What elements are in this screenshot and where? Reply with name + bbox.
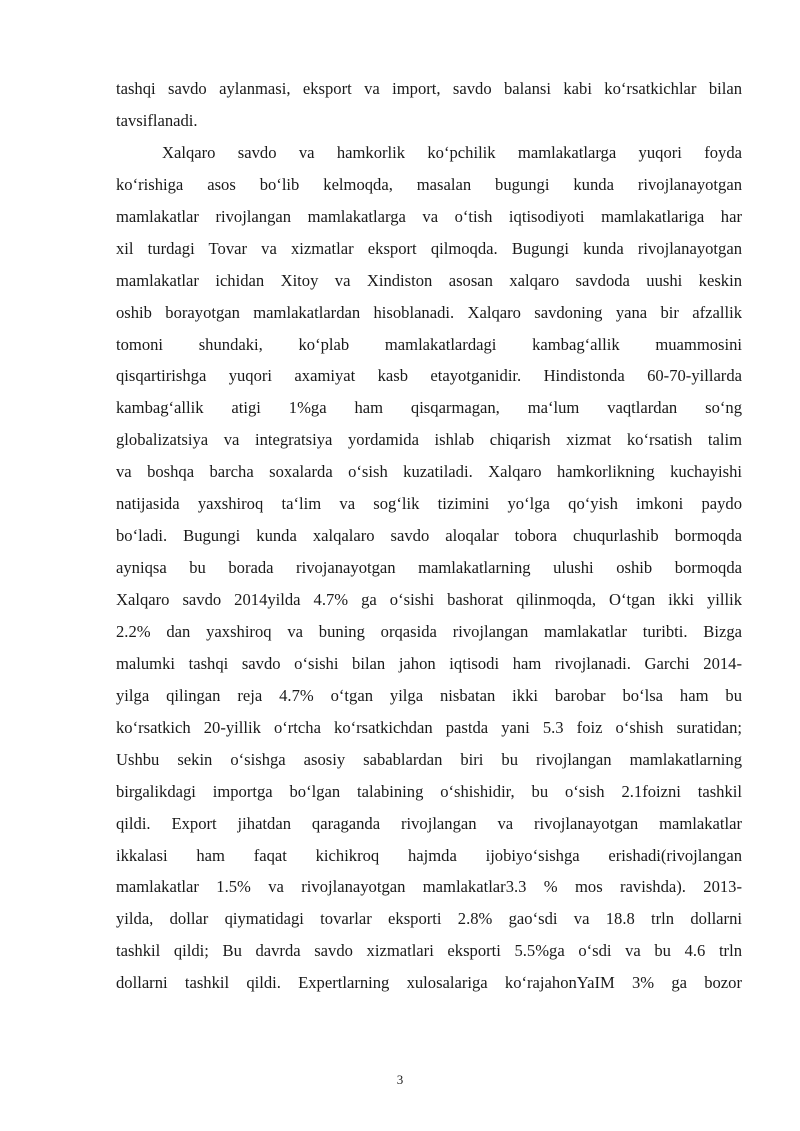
page-number: 3 <box>396 1072 404 1087</box>
text-line: ko‘rishiga asos bo‘lib kelmoqda, masalan bugungi kunda rivojlanayotgan <box>116 174 742 194</box>
text-line: bo‘ladi. Bugungi kunda xalqalaro savdo aloqalar tobora chuqurlashib bormoqda <box>116 526 742 546</box>
text-line: birgalikdagi importga bo‘lgan talabining o‘shishidir, bu o‘sish 2.1foizni tashkil <box>116 781 742 801</box>
text-line: natijasida yaxshiroq ta‘lim va sog‘lik tizimini yo‘lga qo‘yish imkoni paydo <box>116 494 742 514</box>
text-line: yilda, dollar qiymatidagi tovarlar eksporti 2.8% gao‘sdi va 18.8 trln dollarni <box>116 909 742 929</box>
text-line: tomoni shundaki, ko‘plab mamlakatlardagi kambag‘allik muammosini <box>116 334 742 354</box>
text-line: qildi. Export jihatdan qaraganda rivojlangan va rivojlanayotgan mamlakatlar <box>116 813 742 833</box>
text-line: malumki tashqi savdo o‘sishi bilan jahon iqtisodi ham rivojlanadi. Garchi 2014- <box>116 653 742 673</box>
text-line: mamlakatlar ichidan Xitoy va Xindiston asosan xalqaro savdoda uushi keskin <box>116 270 742 290</box>
text-line: tashkil qildi; Bu davrda savdo xizmatlari eksporti 5.5%ga o‘sdi va bu 4.6 trln <box>116 941 742 961</box>
text-line: 2.2% dan yaxshiroq va buning orqasida rivojlangan mamlakatlar turibti. Bizga <box>116 621 742 641</box>
text-line: tashqi savdo aylanmasi, eksport va import, savdo balansi kabi ko‘rsatkichlar bilan <box>116 79 742 98</box>
text-line: dollarni tashkil qildi. Expertlarning xulosalariga ko‘rajahonYaIM 3% ga bozor <box>116 973 742 993</box>
text-line: va boshqa barcha soxalarda o‘sish kuzatiladi. Xalqaro hamkorlikning kuchayishi <box>116 462 742 482</box>
paragraph-start-line: Xalqaro savdo va hamkorlik ko‘pchilik mamlakatlarga yuqori foyda <box>162 142 742 162</box>
text-line: yilga qilingan reja 4.7% o‘tgan yilga nisbatan ikki barobar bo‘lsa ham bu <box>116 685 742 705</box>
text-line: mamlakatlar rivojlangan mamlakatlarga va o‘tish iqtisodiyoti mamlakatlariga har <box>116 206 742 226</box>
text-line: qisqartirishga yuqori axamiyat kasb etayotganidir. Hindistonda 60-70-yillarda <box>116 366 742 386</box>
text-line: ayniqsa bu borada rivojanayotgan mamlakatlarning ulushi oshib bormoqda <box>116 558 742 578</box>
text-line: ikkalasi ham faqat kichikroq hajmda ijobiyo‘sishga erishadi(rivojlangan <box>116 845 742 865</box>
text-line: kambag‘allik atigi 1%ga ham qisqarmagan, ma‘lum vaqtlardan so‘ng <box>116 398 742 418</box>
text-line: xil turdagi Tovar va xizmatlar eksport qilmoqda. Bugungi kunda rivojlanayotgan <box>116 238 742 258</box>
text-line: Ushbu sekin o‘sishga asosiy sabablardan biri bu rivojlangan mamlakatlarning <box>116 749 742 769</box>
text-line: oshib borayotgan mamlakatlardan hisoblanadi. Xalqaro savdoning yana bir afzallik <box>116 302 742 322</box>
document-body <box>116 73 742 999</box>
text-line: mamlakatlar 1.5% va rivojlanayotgan mamlakatlar3.3 % mos ravishda). 2013- <box>116 877 742 897</box>
text-line: globalizatsiya va integratsiya yordamida ishlab chiqarish xizmat ko‘rsatish talim <box>116 430 742 450</box>
text-line: Xalqaro savdo 2014yilda 4.7% ga o‘sishi bashorat qilinmoqda, O‘tgan ikki yillik <box>116 590 742 609</box>
text-line: ko‘rsatkich 20-yillik o‘rtcha ko‘rsatkichdan pastda yani 5.3 foiz o‘shish suratidan; <box>116 717 742 737</box>
text-line: tavsiflanadi. <box>116 110 198 130</box>
